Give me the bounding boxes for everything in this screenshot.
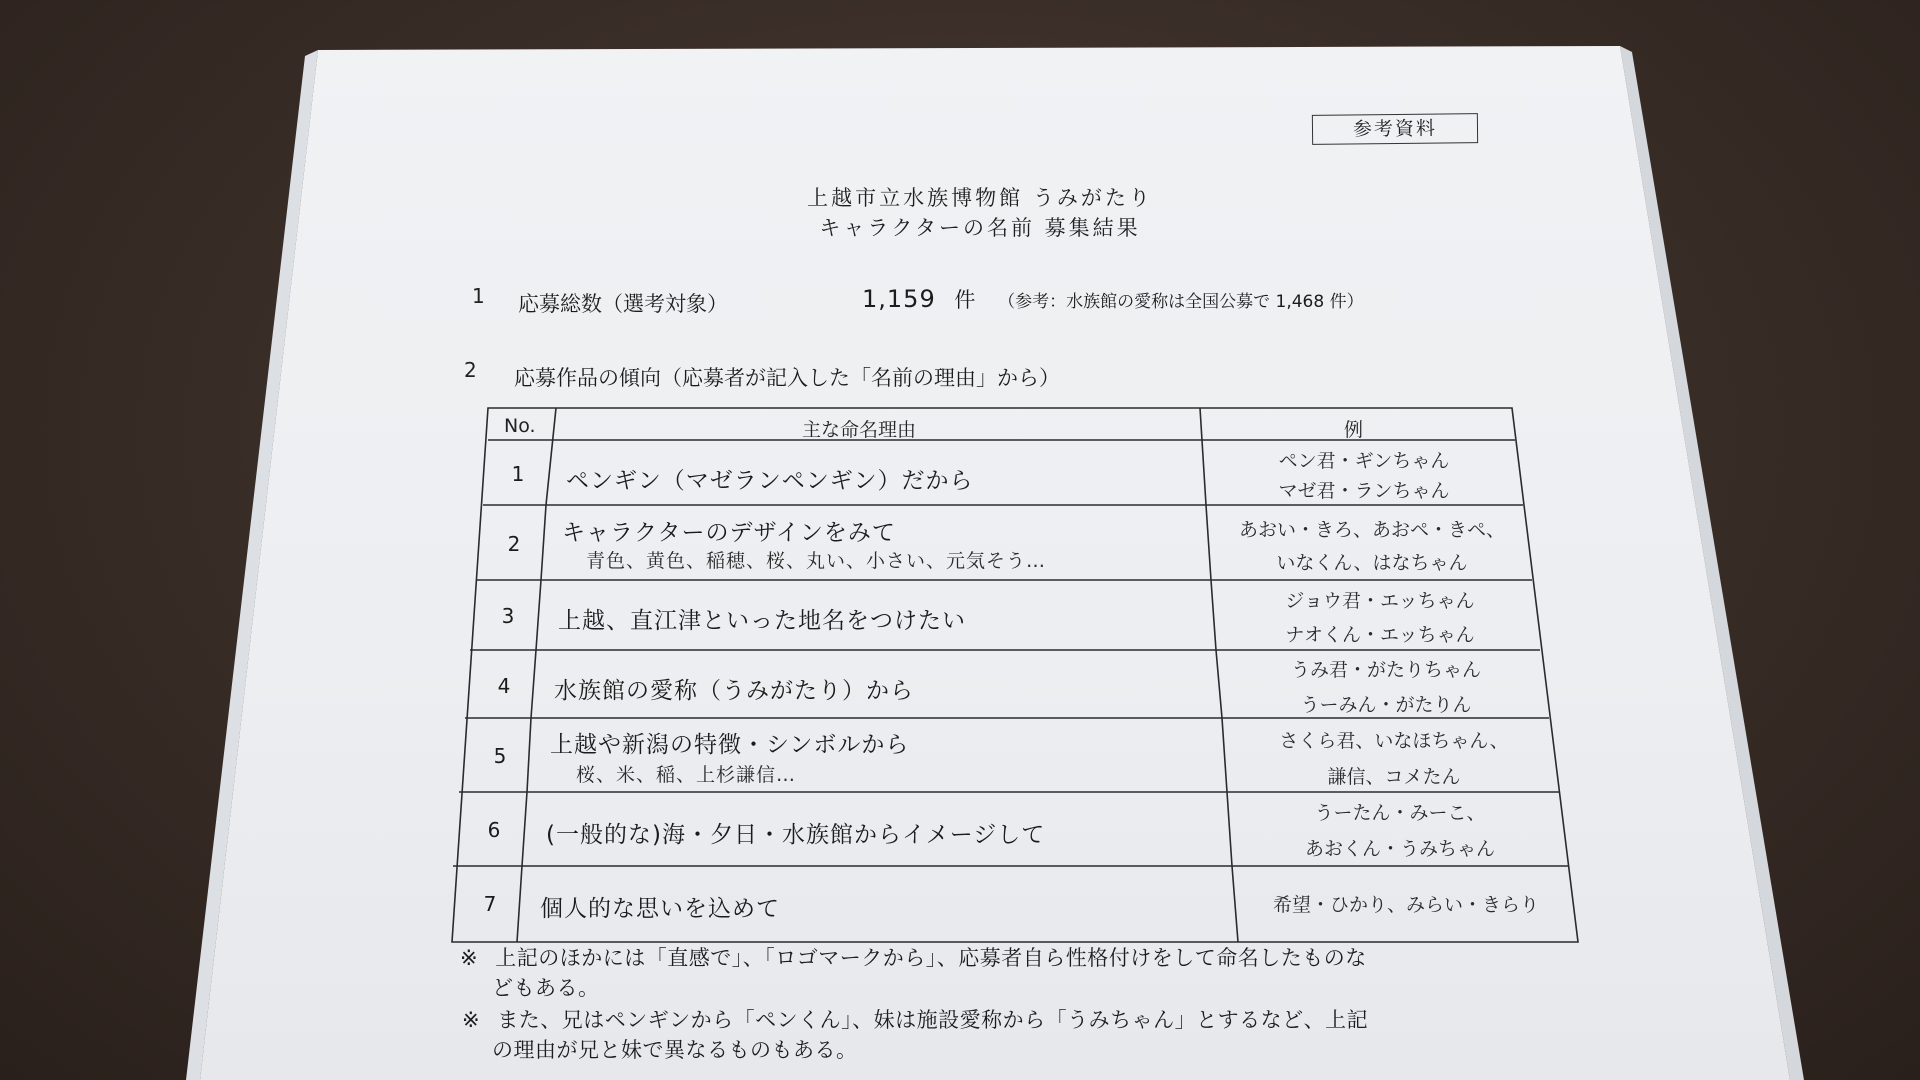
table-row3-reason: 上越、直江津といった地名をつけたい bbox=[558, 608, 966, 634]
note1-mark: ※ bbox=[460, 946, 479, 970]
note1-text: 上記のほかには「直感で」、「ロゴマークから」、応募者自ら性格付けをして命名したものな bbox=[495, 946, 1367, 970]
table-row2-example2: いなくん、はなちゃん bbox=[1276, 552, 1468, 574]
note2-line1 bbox=[462, 1004, 1368, 1034]
table-row2-reason: キャラクターのデザインをみて bbox=[562, 520, 896, 546]
table-row1-example2: マゼ君・ランちゃん bbox=[1278, 480, 1450, 502]
table-header-reason: 主な命名理由 bbox=[802, 419, 917, 441]
note2-mark: ※ bbox=[462, 1008, 481, 1032]
table-row2-sub: 青色、黄色、稲穂、桜、丸い、小さい、元気そう… bbox=[586, 550, 1047, 572]
note2-text: また、兄はペンギンから「ペンくん」、妹は施設愛称から「うみちゃん」とするなど、上記 bbox=[497, 1008, 1369, 1032]
section1-label: 応募総数（選考対象） bbox=[518, 292, 728, 316]
table-row1-reason: ペンギン（マゼランペンギン）だから bbox=[566, 468, 974, 494]
table-row5-reason: 上越や新潟の特徴・シンボルから bbox=[550, 732, 910, 758]
table-row5-no: 5 bbox=[493, 744, 507, 768]
table-row5-example2: 謙信、コメたん bbox=[1327, 766, 1461, 788]
table-row6-reason: (一般的な)海・夕日・水族館からイメージして bbox=[546, 822, 1046, 848]
section1-unit: 件 bbox=[954, 288, 976, 312]
table-row5-sub: 桜、米、稲、上杉謙信… bbox=[576, 764, 797, 786]
note1-line1 bbox=[460, 942, 1367, 972]
table-row3-no: 3 bbox=[501, 604, 515, 628]
note1-line2: どもある。 bbox=[492, 976, 600, 1000]
section1-note: （参考：水族館の愛称は全国公募で 1,468 件） bbox=[998, 292, 1364, 312]
document-title-line2: キャラクターの名前 募集結果 bbox=[819, 216, 1141, 240]
section1-count: 1,159 bbox=[862, 285, 936, 313]
table-row2-example1: あおい・きろ、あおペ・きペ、 bbox=[1238, 519, 1505, 541]
section2-label: 応募作品の傾向（応募者が記入した「名前の理由」から） bbox=[514, 366, 1060, 390]
table-row1-example1: ペン君・ギンちゃん bbox=[1278, 450, 1450, 472]
note2-line2: の理由が兄と妹で異なるものもある。 bbox=[492, 1038, 858, 1062]
table-row6-no: 6 bbox=[487, 818, 501, 842]
table-row3-example2: ナオくん・エッちゃん bbox=[1285, 624, 1475, 646]
table-row4-example1: うみ君・がたりちゃん bbox=[1290, 659, 1481, 681]
table-row7-no: 7 bbox=[483, 892, 497, 916]
table-row6-example1: うーたん・みーこ、 bbox=[1314, 802, 1486, 824]
table-row4-example2: うーみん・がたりん bbox=[1300, 694, 1472, 716]
document-title-line1: 上越市立水族博物館 うみがたり bbox=[807, 186, 1153, 210]
table-row7-example1: 希望・ひかり、みらい・きらり bbox=[1272, 894, 1539, 916]
table-row4-reason: 水族館の愛称（うみがたり）から bbox=[554, 678, 914, 704]
table-header-example: 例 bbox=[1344, 419, 1364, 441]
table-row3-example1: ジョウ君・エッちゃん bbox=[1285, 590, 1475, 612]
table-header-no: No. bbox=[504, 415, 536, 437]
table-row7-reason: 個人的な思いを込めて bbox=[540, 896, 780, 922]
section2-number: 2 bbox=[464, 358, 477, 382]
table-row1-no: 1 bbox=[511, 462, 525, 486]
reference-badge: 参考資料 bbox=[1312, 113, 1478, 145]
table-row5-example1: さくら君、いなほちゃん、 bbox=[1279, 730, 1509, 752]
section1-number: 1 bbox=[472, 284, 485, 308]
table-row2-no: 2 bbox=[507, 532, 521, 556]
table-row4-no: 4 bbox=[497, 674, 511, 698]
table-row6-example2: あおくん・うみちゃん bbox=[1304, 838, 1495, 860]
